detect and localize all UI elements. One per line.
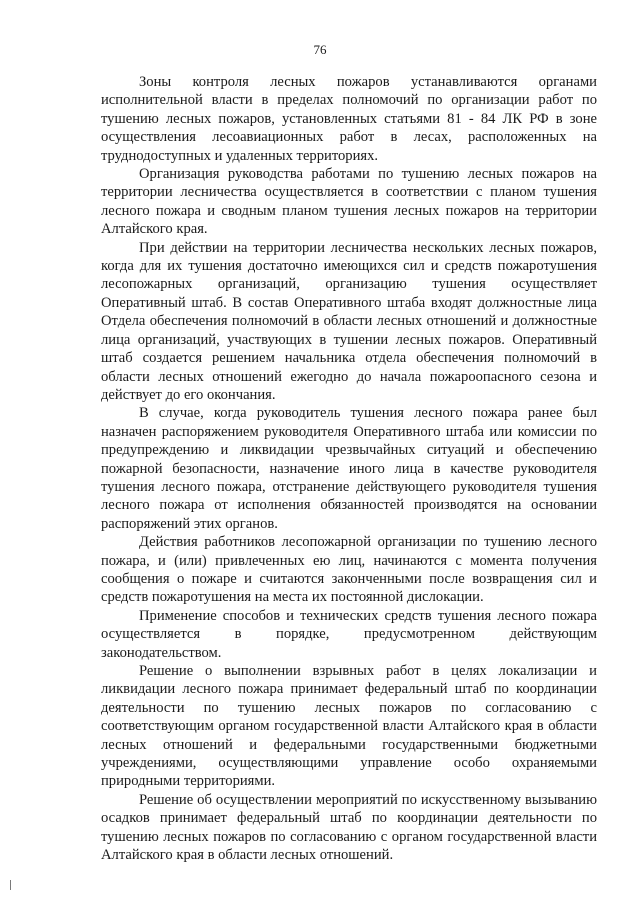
document-body — [101, 73, 597, 864]
margin-mark — [10, 880, 15, 890]
paragraph-fire-control-zones: Зоны контроля лесных пожаров устанавливаются органами исполнительной власти в пределах полномочий по организации работ по тушению лесных пожаров, установленных статьями 81 - 84 ЛК РФ в зоне осуществления лесоавиационных работ в лесах, расположенных на труднодоступных и удаленных территориях. — [101, 74, 597, 164]
paragraph-fire-manager-appointment: В случае, когда руководитель тушения лесного пожара ранее был назначен распоряжением руководителя Оперативного штаба или комиссии по предупреждению и ликвидации чрезвычайных ситуаций и обеспечению пожарной безопасности, назначение иного лица в качестве руководителя тушения лесного пожара, отстранение действующего руководителя тушения лесного пожара от исполнения обязанностей производятся на основании распоряжений этих органов. — [101, 405, 597, 532]
paragraph-fire-management-organization: Организация руководства работами по тушению лесных пожаров на территории лесничества осуществляется в соответствии с планом тушения лесного пожара и сводным планом тушения лесных пожаров на территории Алтайского края. — [101, 166, 597, 238]
paragraph-blasting-operations: Решение о выполнении взрывных работ в целях локализации и ликвидации лесного пожара принимает федеральный штаб по координации деятельности по тушению лесных пожаров по согласованию с соответствующим органом государственной власти Алтайского края в области лесных отношений и федеральными государственными бюджетными учреждениями, осуществляющими управление особо охраняемыми природными территориями. — [101, 663, 597, 790]
paragraph-methods-and-means: Применение способов и технических средств тушения лесного пожара осуществляется в порядке, предусмотренном действующим законодательством. — [101, 607, 597, 661]
paragraph-operational-headquarters: При действии на территории лесничества нескольких лесных пожаров, когда для их тушения достаточно имеющихся сил и средств пожаротушения лесопожарных организаций, организацию тушения осуществляет Оперативный штаб. В состав Оперативного штаба входят должностные лица Отдела обеспечения полномочий в области лесных отношений и должностные лица организаций, участвующих в тушении лесных пожаров. Оперативный штаб создается решением начальника отдела обеспечения полномочий в области лесных отношений ежегодно до начала пожароопасного сезона и действует до его окончания. — [101, 239, 597, 403]
paragraph-artificial-precipitation: Решение об осуществлении мероприятий по искусственному вызыванию осадков принимает федеральный штаб по координации деятельности по тушению лесных пожаров по согласованию с органом государственной власти Алтайского края в области лесных отношений. — [101, 791, 597, 864]
paragraph-firefighter-actions: Действия работников лесопожарной организации по тушению лесного пожара, и (или) привлеченных ею лиц, начинаются с момента получения сообщения о пожаре и считаются законченными после возвращения сил и средств пожаротушения на места их постоянной дислокации. — [101, 534, 597, 606]
page-number: 76 — [313, 42, 327, 57]
